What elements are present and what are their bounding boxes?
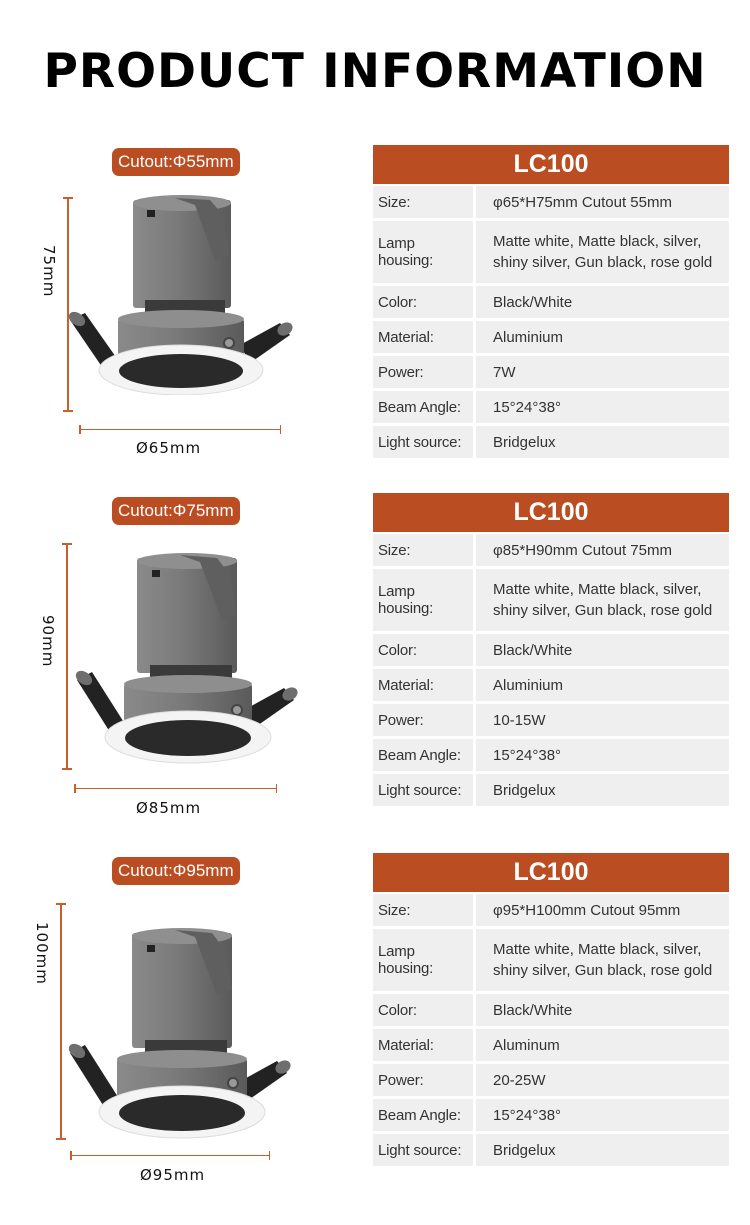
spec-label: Color:: [373, 994, 473, 1026]
spec-row-material: [373, 669, 729, 701]
spec-row-light-source: [373, 426, 729, 458]
spec-value: Bridgelux: [476, 774, 729, 806]
spec-label: Beam Angle:: [373, 391, 473, 423]
spec-row-power: [373, 356, 729, 388]
spec-value: Matte white, Matte black, silver, shiny silver, Gun black, rose gold: [476, 929, 729, 991]
spec-value: 15°24°38°: [476, 739, 729, 771]
cutout-badge: Cutout:Φ95mm: [112, 857, 240, 885]
spec-value: Bridgelux: [476, 1134, 729, 1166]
spec-row-beam-angle: [373, 1099, 729, 1131]
spec-row-size: [373, 894, 729, 926]
spec-label: Light source:: [373, 774, 473, 806]
spec-row-color: [373, 634, 729, 666]
spec-label: Size:: [373, 534, 473, 566]
spec-row-power: [373, 1064, 729, 1096]
height-dimension-label: 75mm: [40, 245, 58, 298]
spec-label: Lamp housing:: [373, 221, 473, 283]
spec-value: 15°24°38°: [476, 391, 729, 423]
spec-value: Bridgelux: [476, 426, 729, 458]
spec-label: Color:: [373, 634, 473, 666]
spec-value: φ65*H75mm Cutout 55mm: [476, 186, 729, 218]
downlight-product-image: [65, 195, 295, 395]
spec-value: Aluminium: [476, 669, 729, 701]
spec-value: Black/White: [476, 634, 729, 666]
spec-row-lamp-housing: [373, 569, 729, 631]
spec-value: 20-25W: [476, 1064, 729, 1096]
cutout-badge: Cutout:Φ75mm: [112, 497, 240, 525]
spec-value: 7W: [476, 356, 729, 388]
spec-label: Lamp housing:: [373, 569, 473, 631]
spec-row-lamp-housing: [373, 929, 729, 991]
spec-row-power: [373, 704, 729, 736]
model-header: LC100: [373, 145, 729, 184]
spec-label: Material:: [373, 669, 473, 701]
spec-label: Power:: [373, 704, 473, 736]
spec-value: Black/White: [476, 286, 729, 318]
spec-label: Light source:: [373, 426, 473, 458]
spec-row-color: [373, 286, 729, 318]
spec-value: Matte white, Matte black, silver, shiny silver, Gun black, rose gold: [476, 221, 729, 283]
spec-row-light-source: [373, 774, 729, 806]
diameter-dimension-line: [74, 788, 277, 798]
height-dimension-label: 100mm: [33, 922, 51, 985]
spec-table: [373, 493, 729, 809]
spec-label: Size:: [373, 894, 473, 926]
spec-value: φ85*H90mm Cutout 75mm: [476, 534, 729, 566]
diameter-dimension-line: [70, 1155, 270, 1165]
spec-label: Material:: [373, 321, 473, 353]
spec-row-size: [373, 186, 729, 218]
spec-value: Aluminum: [476, 1029, 729, 1061]
diameter-dimension-label: Ø95mm: [140, 1166, 206, 1184]
spec-value: 10-15W: [476, 704, 729, 736]
spec-row-material: [373, 1029, 729, 1061]
diameter-dimension-label: Ø65mm: [136, 439, 202, 457]
spec-row-color: [373, 994, 729, 1026]
diameter-dimension-line: [79, 429, 281, 439]
spec-value: 15°24°38°: [476, 1099, 729, 1131]
spec-row-light-source: [373, 1134, 729, 1166]
spec-label: Beam Angle:: [373, 1099, 473, 1131]
cutout-badge: Cutout:Φ55mm: [112, 148, 240, 176]
spec-value: φ95*H100mm Cutout 95mm: [476, 894, 729, 926]
model-header: LC100: [373, 853, 729, 892]
spec-value: Black/White: [476, 994, 729, 1026]
downlight-product-image: [65, 925, 297, 1140]
spec-table: [373, 145, 729, 461]
spec-label: Size:: [373, 186, 473, 218]
spec-row-beam-angle: [373, 391, 729, 423]
spec-value: Matte white, Matte black, silver, shiny silver, Gun black, rose gold: [476, 569, 729, 631]
spec-label: Power:: [373, 356, 473, 388]
height-dimension-label: 90mm: [39, 615, 57, 668]
spec-label: Lamp housing:: [373, 929, 473, 991]
spec-label: Beam Angle:: [373, 739, 473, 771]
page-title: PRODUCT INFORMATION: [43, 44, 707, 99]
spec-value: Aluminium: [476, 321, 729, 353]
spec-row-lamp-housing: [373, 221, 729, 283]
spec-label: Material:: [373, 1029, 473, 1061]
spec-row-beam-angle: [373, 739, 729, 771]
spec-label: Power:: [373, 1064, 473, 1096]
spec-table: [373, 853, 729, 1169]
diameter-dimension-label: Ø85mm: [136, 799, 202, 817]
spec-label: Color:: [373, 286, 473, 318]
spec-label: Light source:: [373, 1134, 473, 1166]
model-header: LC100: [373, 493, 729, 532]
downlight-product-image: [72, 550, 304, 765]
spec-row-size: [373, 534, 729, 566]
spec-row-material: [373, 321, 729, 353]
